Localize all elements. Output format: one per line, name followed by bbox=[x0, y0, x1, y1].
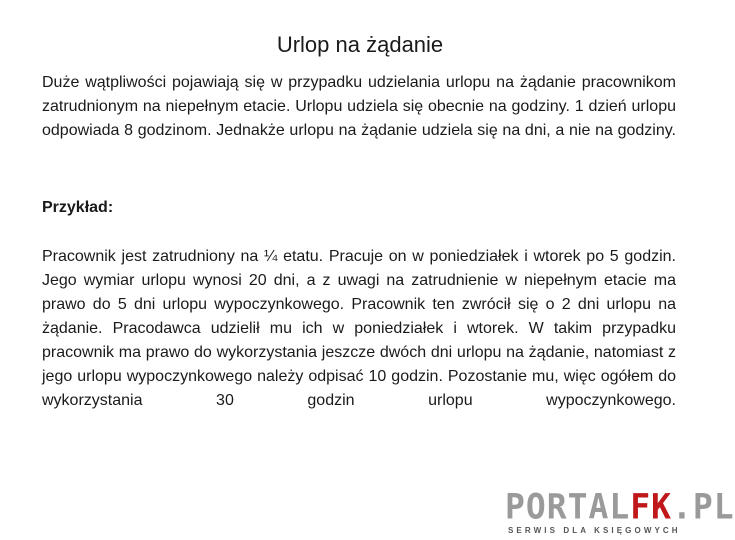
logo-wordmark bbox=[505, 485, 735, 527]
portalfk-logo bbox=[505, 485, 735, 536]
logo-tagline: SERWIS DLA KSIĘGOWYCH bbox=[508, 526, 681, 535]
example-paragraph: Pracownik jest zatrudniony na ¼ etatu. Pracuje on w poniedziałek i wtorek po 5 godzin. Jego wymiar urlopu wynosi 20 dni, a z uwagi na zatrudnienie w niepełnym etacie ma prawo do 5 dni urlopu wypoczynkowego. Pracownik ten zwrócił się o 2 dni urlopu na żądanie. Pracodawca udzielił mu ich w poniedziałek i wtorek. W takim przypadku pracownik ma prawo do wykorzystania jeszcze dwóch dni urlopu na żądanie, natomiast z jego urlopu wypoczynkowego należy odpisać 10 godzin. Pozostanie mu, więc ogółem do wykorzystania 30 godzin urlopu wypoczynkowego. bbox=[42, 248, 676, 409]
logo-part-pl: .PL bbox=[671, 485, 735, 527]
intro-paragraph: Duże wątpliwości pojawiają się w przypadku udzielania urlopu na żądanie pracownikom zatrudnionym na niepełnym etacie. Urlopu udziela się obecnie na godziny. 1 dzień urlopu odpowiada 8 godzinom. Jednakże urlopu na żądanie udziela się na dni, a nie na godziny. bbox=[42, 74, 676, 139]
logo-part-portal: PORTAL bbox=[505, 485, 631, 527]
example-heading: Przykład: bbox=[42, 199, 114, 216]
logo-part-fk: FK bbox=[630, 485, 672, 527]
slide-title: Urlop na żądanie bbox=[276, 32, 444, 57]
